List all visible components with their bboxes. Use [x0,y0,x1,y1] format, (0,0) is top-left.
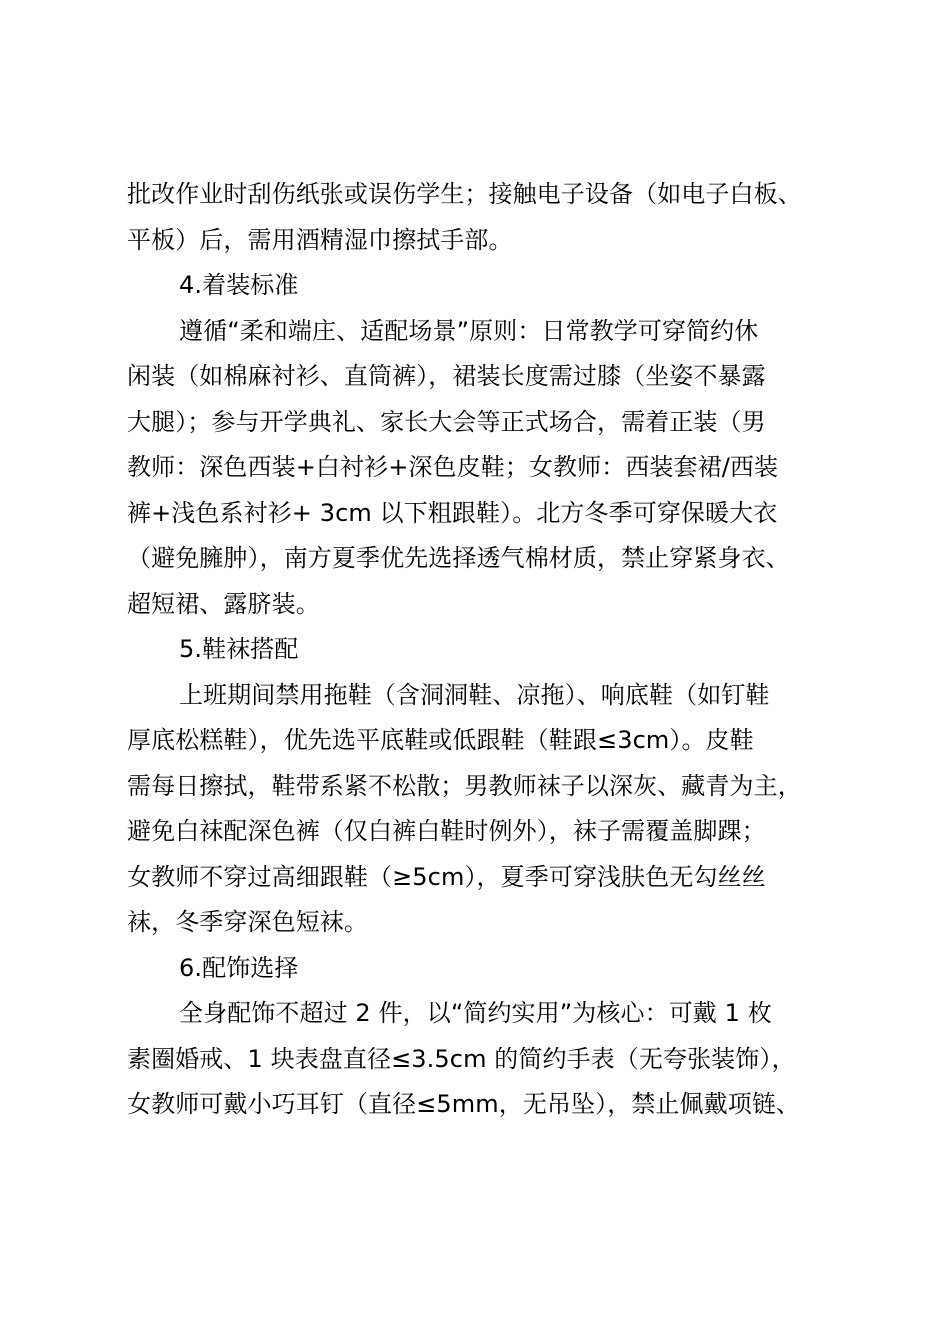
section-heading [127,263,857,309]
paragraph [127,309,857,628]
text-line: 女教师可戴小巧耳钉（直径≤5mm，无吊坠），禁止佩戴项链、 [127,1090,801,1118]
text-line: 上班期间禁用拖鞋（含洞洞鞋、凉拖）、响底鞋（如钉鞋 [179,680,770,709]
text-line: 平板）后，需用酒精湿巾擦拭手部。 [127,225,513,254]
text-line: 素圈婚戒、1 块表盘直径≤3.5cm 的简约手表（无夸张装饰）， [127,1044,796,1073]
paragraph [127,673,857,946]
text-line: 袜，冬季穿深色短袜。 [127,908,368,936]
text-line: 避免白袜配深色裤（仅白裤白鞋时例外），袜子需覆盖脚踝； [127,817,766,845]
section-heading [127,946,857,992]
paragraph [127,991,857,1128]
text-line: 教师：深色西装+白衬衫+深色皮鞋；女教师：西装套裙/西装 [127,453,779,481]
text-line: 需每日擦拭，鞋带系紧不松散；男教师袜子以深灰、藏青为主， [127,771,802,800]
text-line: 4.着装标准 [179,271,299,299]
text-line: 6.配饰选择 [179,953,299,982]
text-line: 遵循“柔和端庄、适配场景”原则：日常教学可穿简约休 [179,316,759,345]
text-line: 大腿）；参与开学典礼、家长大会等正式场合，需着正装（男 [127,407,766,436]
text-line: 裤+浅色系衬衫+ 3cm 以下粗跟鞋）。北方冬季可穿保暖大衣 [127,498,778,527]
text-line: 厚底松糕鞋），优先选平底鞋或低跟鞋（鞋跟≤3cm）。皮鞋 [127,726,754,754]
text-line: （避免臃肿），南方夏季优先选择透气棉材质，禁止穿紧身衣、 [127,544,790,572]
text-line: 闲装（如棉麻衬衫、直筒裤），裙装长度需过膝（坐姿不暴露 [127,362,766,390]
text-line: 5.鞋袜搭配 [179,635,299,663]
text-line: 批改作业时刮伤纸张或误伤学生；接触电子设备（如电子白板、 [127,180,802,208]
text-line: 全身配饰不超过 2 件，以“简约实用”为核心：可戴 1 枚 [179,999,772,1027]
document-body [127,172,857,1128]
section-heading [127,627,857,673]
text-line: 超短裙、露脐装。 [127,589,320,618]
paragraph [127,172,857,263]
text-line: 女教师不穿过高细跟鞋（≥5cm），夏季可穿浅肤色无勾丝丝 [127,862,766,891]
